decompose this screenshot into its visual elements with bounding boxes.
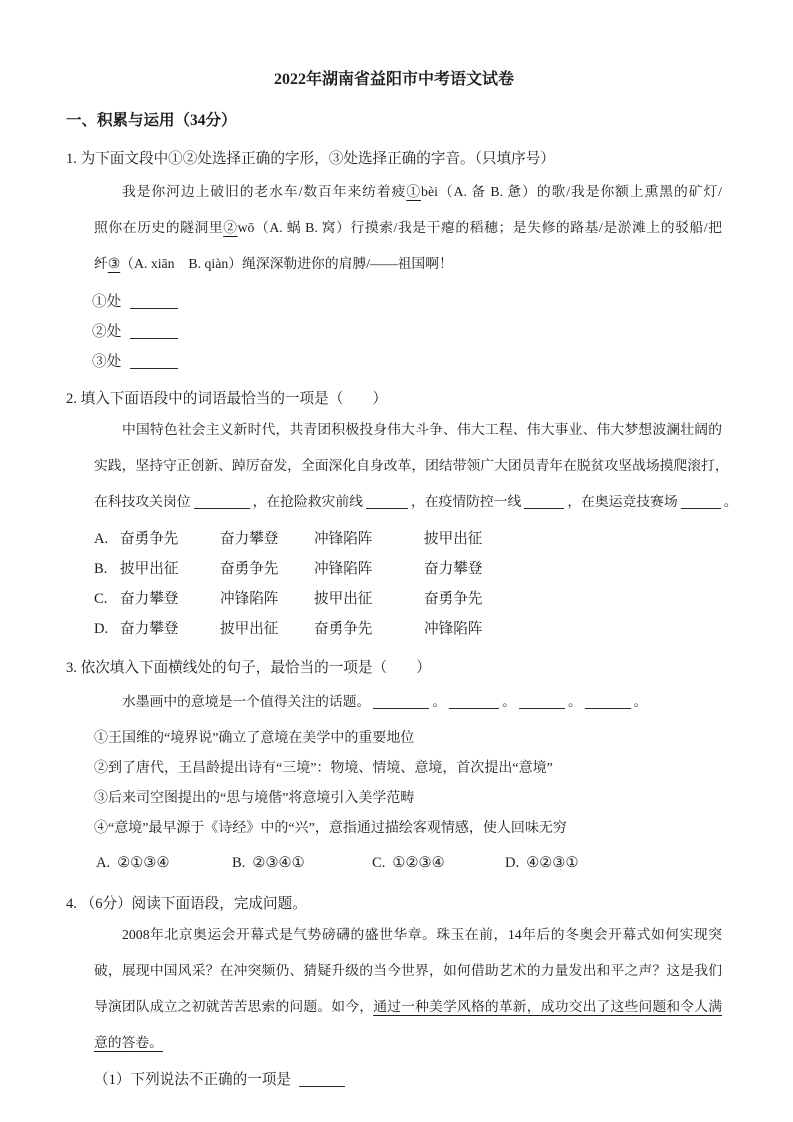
- answer-row-3: [92, 347, 722, 377]
- option-label-d: D.: [505, 855, 520, 871]
- option-row-c: [94, 584, 722, 614]
- poem-line-2: [94, 210, 722, 246]
- lead-text: 水墨画中的意境是一个值得关注的话题。: [122, 694, 371, 709]
- answer-blank-3: [130, 355, 178, 369]
- passage-line-1: 2008年北京奥运会开幕式是气势磅礴的盛世华章。珠玉在前，14年后的冬奥会开幕式如何实现突: [122, 927, 722, 942]
- answer-label-1: ①处: [92, 294, 122, 310]
- option-word: 奋力攀登: [120, 621, 179, 637]
- poem-text: 我是你河边上破旧的老水车/数百年来纺着疲: [122, 184, 407, 199]
- numbered-sentence-1: ①王国维的“境界说”确立了意境在美学中的重要地位: [94, 731, 415, 746]
- numbered-sentence-3: ③后来司空图提出的“思与境偕”将意境引入美学范畴: [94, 791, 415, 806]
- option-label-c: C.: [372, 855, 386, 871]
- passage-line-4: [94, 1025, 722, 1061]
- circled-marker-3: ③: [107, 256, 121, 271]
- option-value-a: ②①③④: [117, 855, 170, 871]
- question-3-options: [96, 848, 722, 878]
- option-value-d: ④②③①: [526, 855, 579, 871]
- sub-question-blank: [299, 1073, 345, 1087]
- poem-text: wō（A. 蜗 B. 窝）行摸索/我是干瘪的稻穗；是失修的路基/是淤滩上的驳船/把: [237, 220, 722, 235]
- passage-line-2: 实践，坚持守正创新、踔厉奋发，全面深化自身改革，团结带领广大团员青年在脱贫攻坚战场摸爬滚打，: [94, 458, 729, 473]
- option-word: 冲锋陷阵: [424, 621, 483, 637]
- sentence-blank-2: [449, 695, 499, 709]
- passage-text: 导演团队成立之初就苦苦思索的问题。如今，: [94, 999, 374, 1014]
- option-label-d: D.: [94, 621, 109, 637]
- option-word: 披甲出征: [220, 621, 279, 637]
- option-value-c: ①②③④: [392, 855, 445, 871]
- numbered-sentence-2: ②到了唐代，王昌龄提出诗有“三境”：物境、情境、意境，首次提出“意境”: [94, 761, 553, 776]
- underlined-passage-text: 通过一种美学风格的革新，成功交出了这些问题和令人满: [373, 999, 723, 1014]
- option-word: 披甲出征: [120, 561, 179, 577]
- inline-blank-2: [366, 495, 408, 509]
- option-word: 奋勇争先: [424, 591, 483, 607]
- option-label-b: B.: [232, 855, 246, 871]
- option-word: 冲锋陷阵: [314, 561, 373, 577]
- answer-blank-2: [130, 325, 178, 339]
- sentence-blank-4: [585, 695, 631, 709]
- question-4-stem: 4. （6分）阅读下面语段，完成问题。: [66, 896, 307, 912]
- option-word: 奋勇争先: [220, 561, 279, 577]
- passage-text: 。: [723, 494, 738, 509]
- circled-marker-1: ①: [406, 184, 422, 199]
- poem-text: （A. xiān B. qiàn）绳深深勒进你的肩膊/——祖国啊！: [120, 256, 453, 271]
- underlined-passage-text: 意的答卷。: [94, 1035, 163, 1050]
- question-1-passage: [94, 174, 722, 282]
- passage-line-3: [94, 989, 722, 1025]
- section-heading: 一、积累与运用（34分）: [66, 112, 237, 129]
- sentence-blank-1: [373, 695, 429, 709]
- period: 。: [633, 694, 648, 709]
- poem-text: bèi（A. 备 B. 惫）的歌/我是你额上熏黑的矿灯/: [421, 184, 722, 199]
- option-word: 奋力攀登: [220, 531, 279, 547]
- option-word: 披甲出征: [424, 531, 483, 547]
- option-word: 披甲出征: [314, 591, 373, 607]
- question-1-stem: 1. 为下面文段中①②处选择正确的字形，③处选择正确的字音。（只填序号）: [66, 151, 555, 167]
- circled-marker-2: ②: [223, 220, 238, 235]
- inline-blank-1: [194, 495, 250, 509]
- option-d: [505, 848, 722, 878]
- emphasis-dot-char: 纤 ․: [94, 256, 108, 271]
- question-2-options: [94, 524, 722, 644]
- period: 。: [567, 694, 582, 709]
- passage-line-1: 中国特色社会主义新时代，共青团积极投身伟大斗争、伟大工程、伟大事业、伟大梦想波澜壮阔的: [122, 422, 722, 437]
- passage-text: 在科技攻关岗位: [94, 494, 191, 509]
- question-3-sentences: [94, 724, 722, 844]
- option-label-c: C.: [94, 591, 108, 607]
- answer-row-2: [92, 317, 722, 347]
- passage-text: ，在疫情防控一线: [410, 494, 522, 509]
- passage-line-3: [94, 484, 738, 520]
- sentence-blank-3: [519, 695, 565, 709]
- answer-label-2: ②处: [92, 324, 122, 340]
- question-1-answer-area: [92, 287, 722, 377]
- question-3-lead: [94, 684, 722, 720]
- sub-question-text: （1）下列说法不正确的一项是: [94, 1072, 292, 1088]
- period: 。: [502, 694, 516, 709]
- option-word: 奋勇争先: [120, 531, 179, 547]
- inline-blank-3: [524, 495, 564, 509]
- answer-row-1: [92, 287, 722, 317]
- passage-line-2: 破，展现中国风采？在冲突频仍、猜疑升级的当今世界，如何借助艺术的力量发出和平之声？这是我们: [94, 963, 722, 978]
- option-row-b: [94, 554, 722, 584]
- option-b: [232, 848, 372, 878]
- answer-label-3: ③处: [92, 354, 122, 370]
- poem-line-1: [94, 174, 722, 210]
- option-label-a: A.: [94, 531, 109, 547]
- question-3-stem: 3. 依次填入下面横线处的句子，最恰当的一项是（ ）: [66, 660, 431, 676]
- option-word: 奋勇争先: [314, 621, 373, 637]
- option-word: 奋力攀登: [424, 561, 483, 577]
- inline-blank-4: [681, 495, 721, 509]
- passage-text: ，在抢险救灾前线: [252, 494, 363, 509]
- numbered-sentence-4: ④“意境”最早源于《诗经》中的“兴”，意指通过描绘客观情感，使人回味无穷: [94, 821, 567, 836]
- question-4-passage: [94, 917, 722, 1061]
- question-4-sub-1: [94, 1070, 722, 1090]
- option-row-a: [94, 524, 722, 554]
- option-c: [372, 848, 505, 878]
- option-value-b: ②③④①: [252, 855, 305, 871]
- answer-blank-1: [130, 295, 178, 309]
- poem-line-3: [94, 246, 722, 282]
- option-word: 冲锋陷阵: [314, 531, 373, 547]
- period: 。: [432, 694, 447, 709]
- option-word: 冲锋陷阵: [220, 591, 279, 607]
- option-label-a: A.: [96, 855, 111, 871]
- poem-text: 照你在历史的隧洞里: [94, 220, 224, 235]
- question-2-passage: [94, 412, 738, 520]
- option-row-d: [94, 614, 722, 644]
- option-label-b: B.: [94, 561, 108, 577]
- page-title: 2022年湖南省益阳市中考语文试卷: [273, 71, 514, 88]
- option-a: [96, 848, 232, 878]
- question-2-stem: 2. 填入下面语段中的词语最恰当的一项是（ ）: [66, 391, 388, 407]
- option-word: 奋力攀登: [120, 591, 179, 607]
- exam-page: [66, 0, 738, 1090]
- passage-text: ，在奥运竞技赛场: [567, 494, 678, 509]
